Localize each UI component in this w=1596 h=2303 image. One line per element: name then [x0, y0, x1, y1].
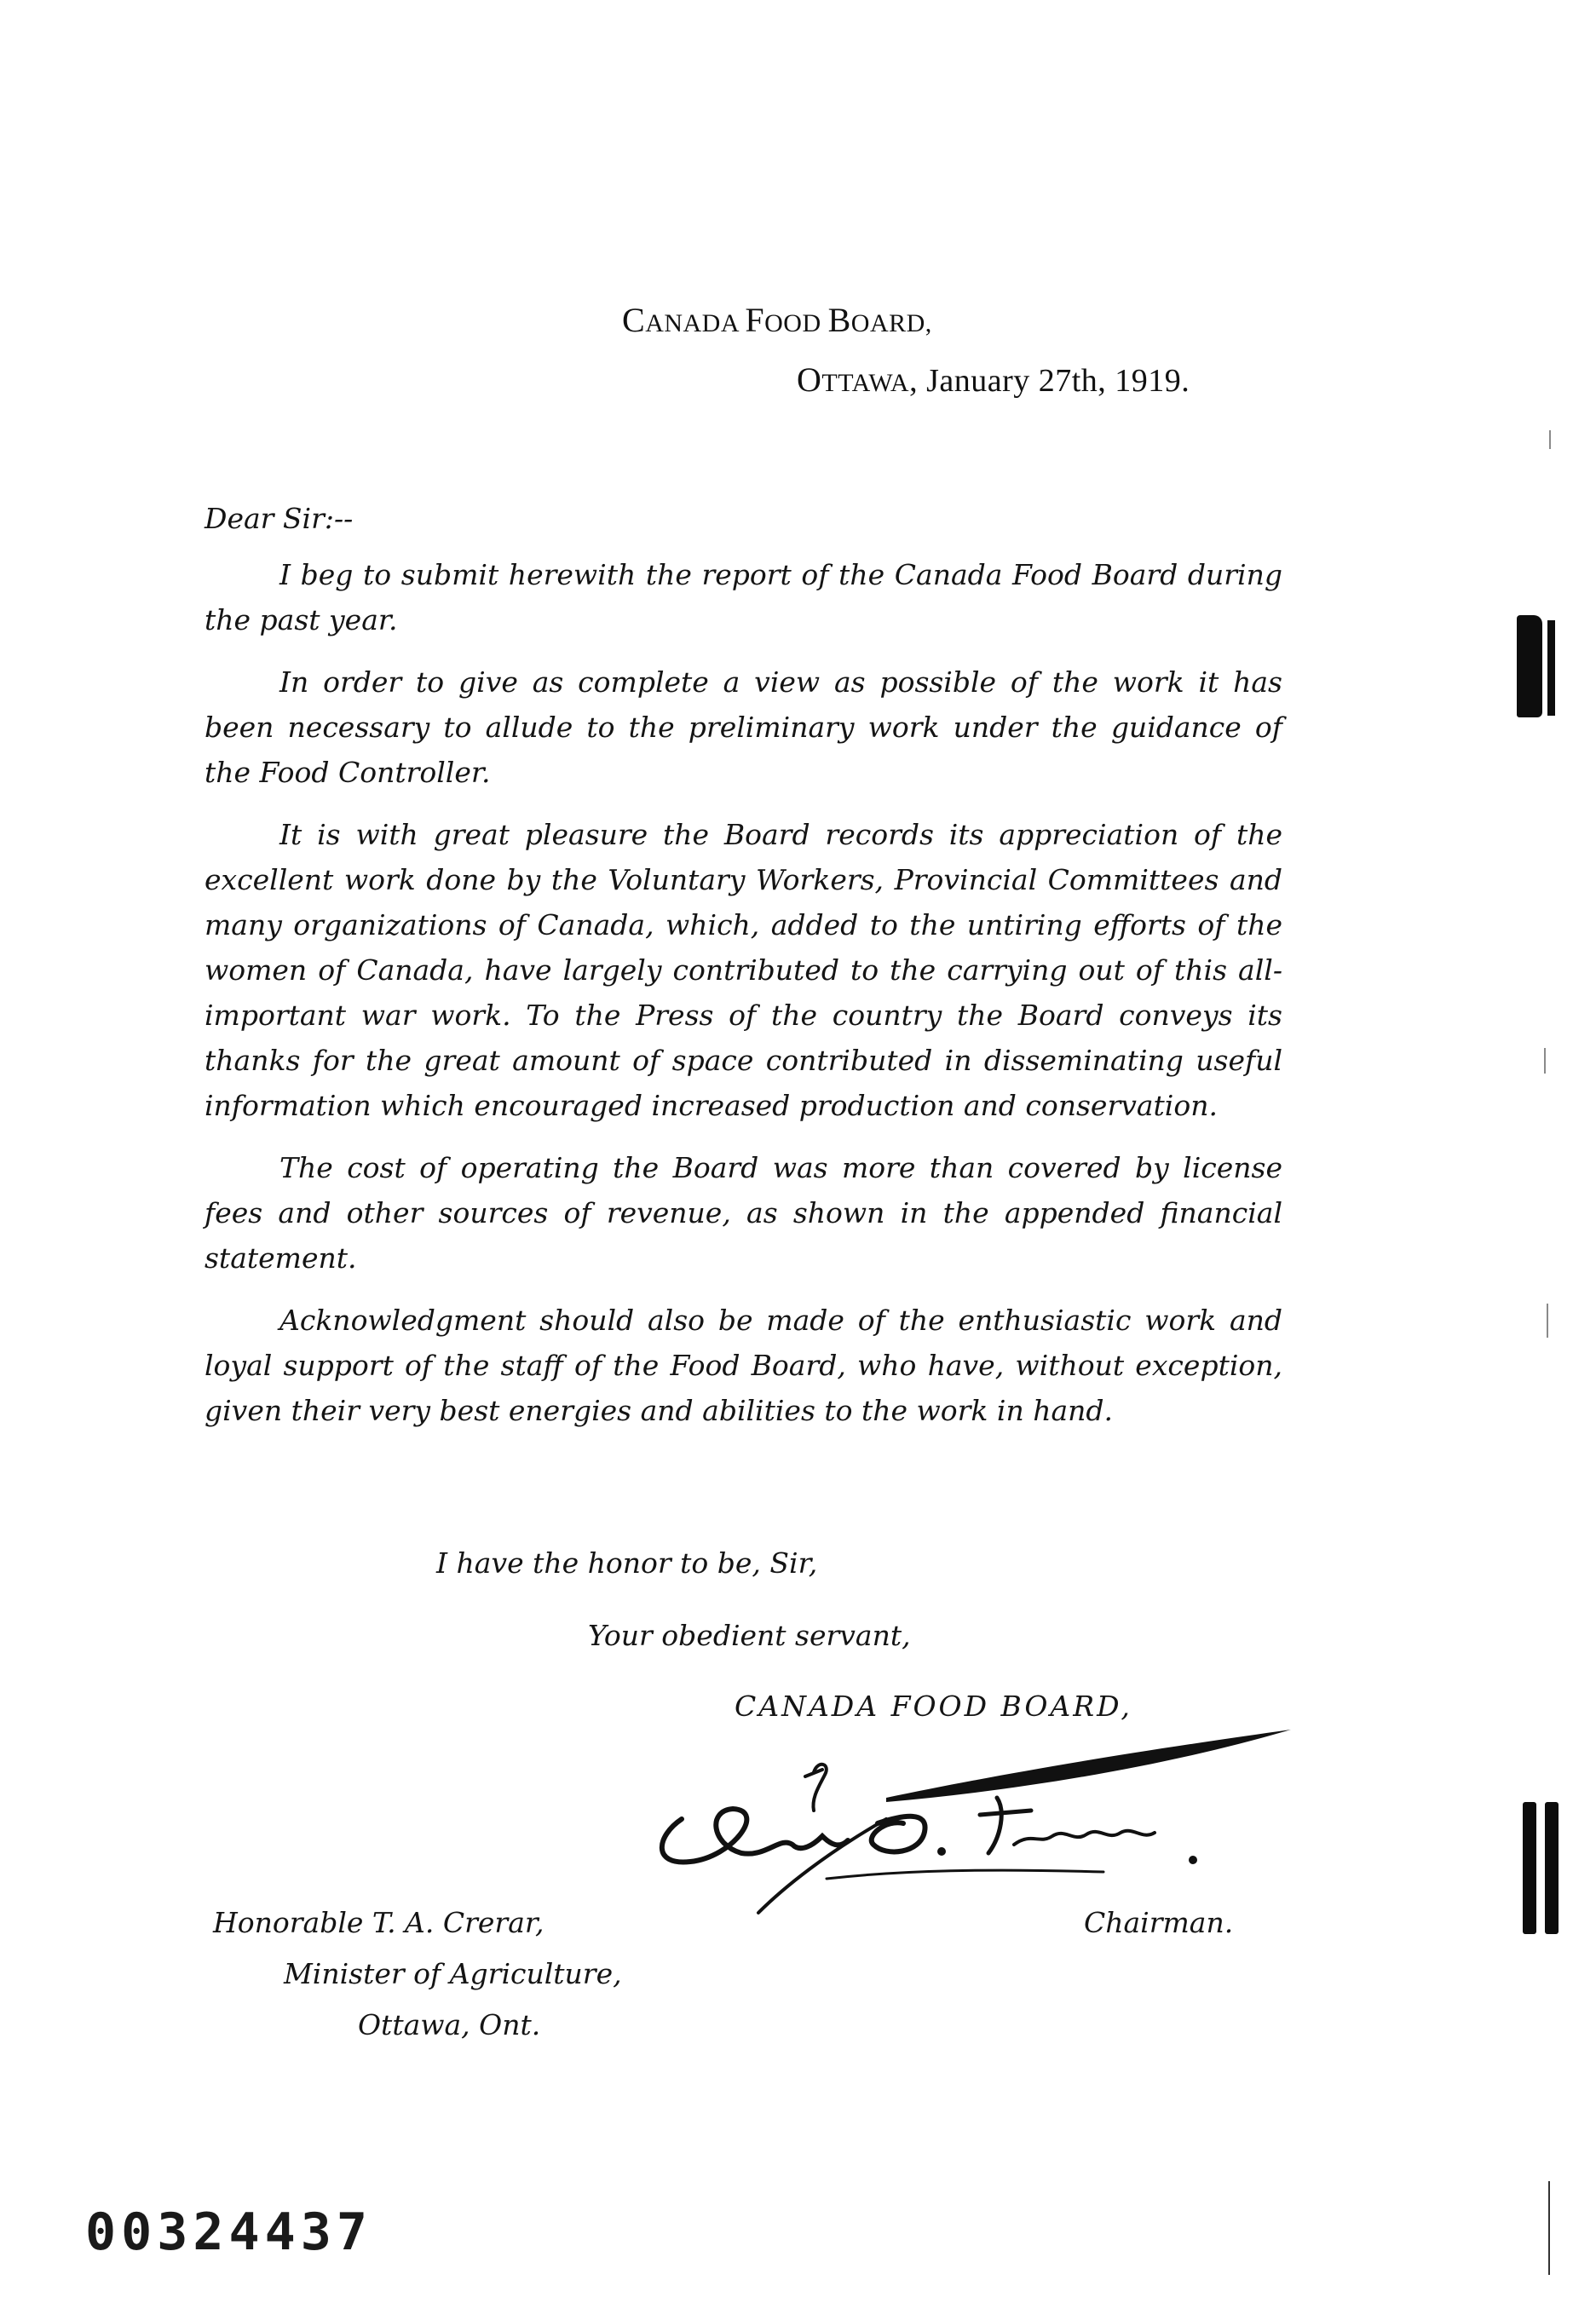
addressee-city: Ottawa, Ont. [358, 2008, 541, 2041]
closing-honor: I have the honor to be, Sir, [436, 1546, 818, 1580]
letter-place-date: OTTAWA, January 27th, 1919. [797, 360, 1190, 399]
addressee-name: Honorable T. A. Crerar, [213, 1906, 544, 1939]
archive-stamp-number: 00324437 [85, 2202, 372, 2262]
paragraph-preliminary-work: In order to give as complete a view as possible of the work it has been necessary to allude to the preliminary work under the guidance of the Food Controller. [205, 665, 1282, 789]
scan-edge-mark [1523, 1802, 1536, 1934]
letter-body [205, 552, 1282, 1450]
addressee-title: Minister of Agriculture, [284, 1957, 622, 1990]
scan-edge-mark [1547, 620, 1555, 716]
scan-edge-tick [1547, 1304, 1548, 1338]
letterhead-board-name: CANADA FOOD BOARD, [622, 301, 932, 339]
paragraph-cost: The cost of operating the Board was more than covered by license fees and other sources of revenue, as shown in the appended financial statement. [205, 1151, 1282, 1275]
salutation: Dear Sir:-- [205, 502, 354, 535]
closing-board-name: CANADA FOOD BOARD, [735, 1690, 1132, 1723]
paragraph-acknowledgment: Acknowledgment should also be made of the enthusiastic work and loyal support of the staff of the Food Board, who have, without exception, given their very best energies and abilities to the work in hand. [205, 1304, 1282, 1427]
closing-servant: Your obedient servant, [588, 1619, 911, 1652]
scan-edge-mark [1517, 615, 1542, 717]
scan-edge-mark [1545, 1802, 1559, 1934]
paragraph-appreciation: It is with great pleasure the Board records its appreciation of the excellent work done by the Voluntary Workers, Provincial Committees and many organizations of Canada, which, added to the untiring efforts of the women of Canada, have largely contributed to the carrying out of this all-important war work. To the Press of the country the Board conveys its thanks for the great amount of space contributed in disseminating useful information which encouraged increased production and conservation. [205, 818, 1282, 1122]
scan-edge-tick [1544, 1048, 1546, 1074]
letter-date: , January 27th, 1919. [909, 363, 1190, 399]
scan-edge-tick [1548, 2181, 1550, 2275]
signature-title: Chairman. [1084, 1906, 1234, 1939]
handwritten-signature [631, 1717, 1295, 1921]
paragraph-report: I beg to submit herewith the report of the Canada Food Board during the past year. [205, 558, 1282, 636]
scan-edge-tick [1549, 430, 1551, 449]
